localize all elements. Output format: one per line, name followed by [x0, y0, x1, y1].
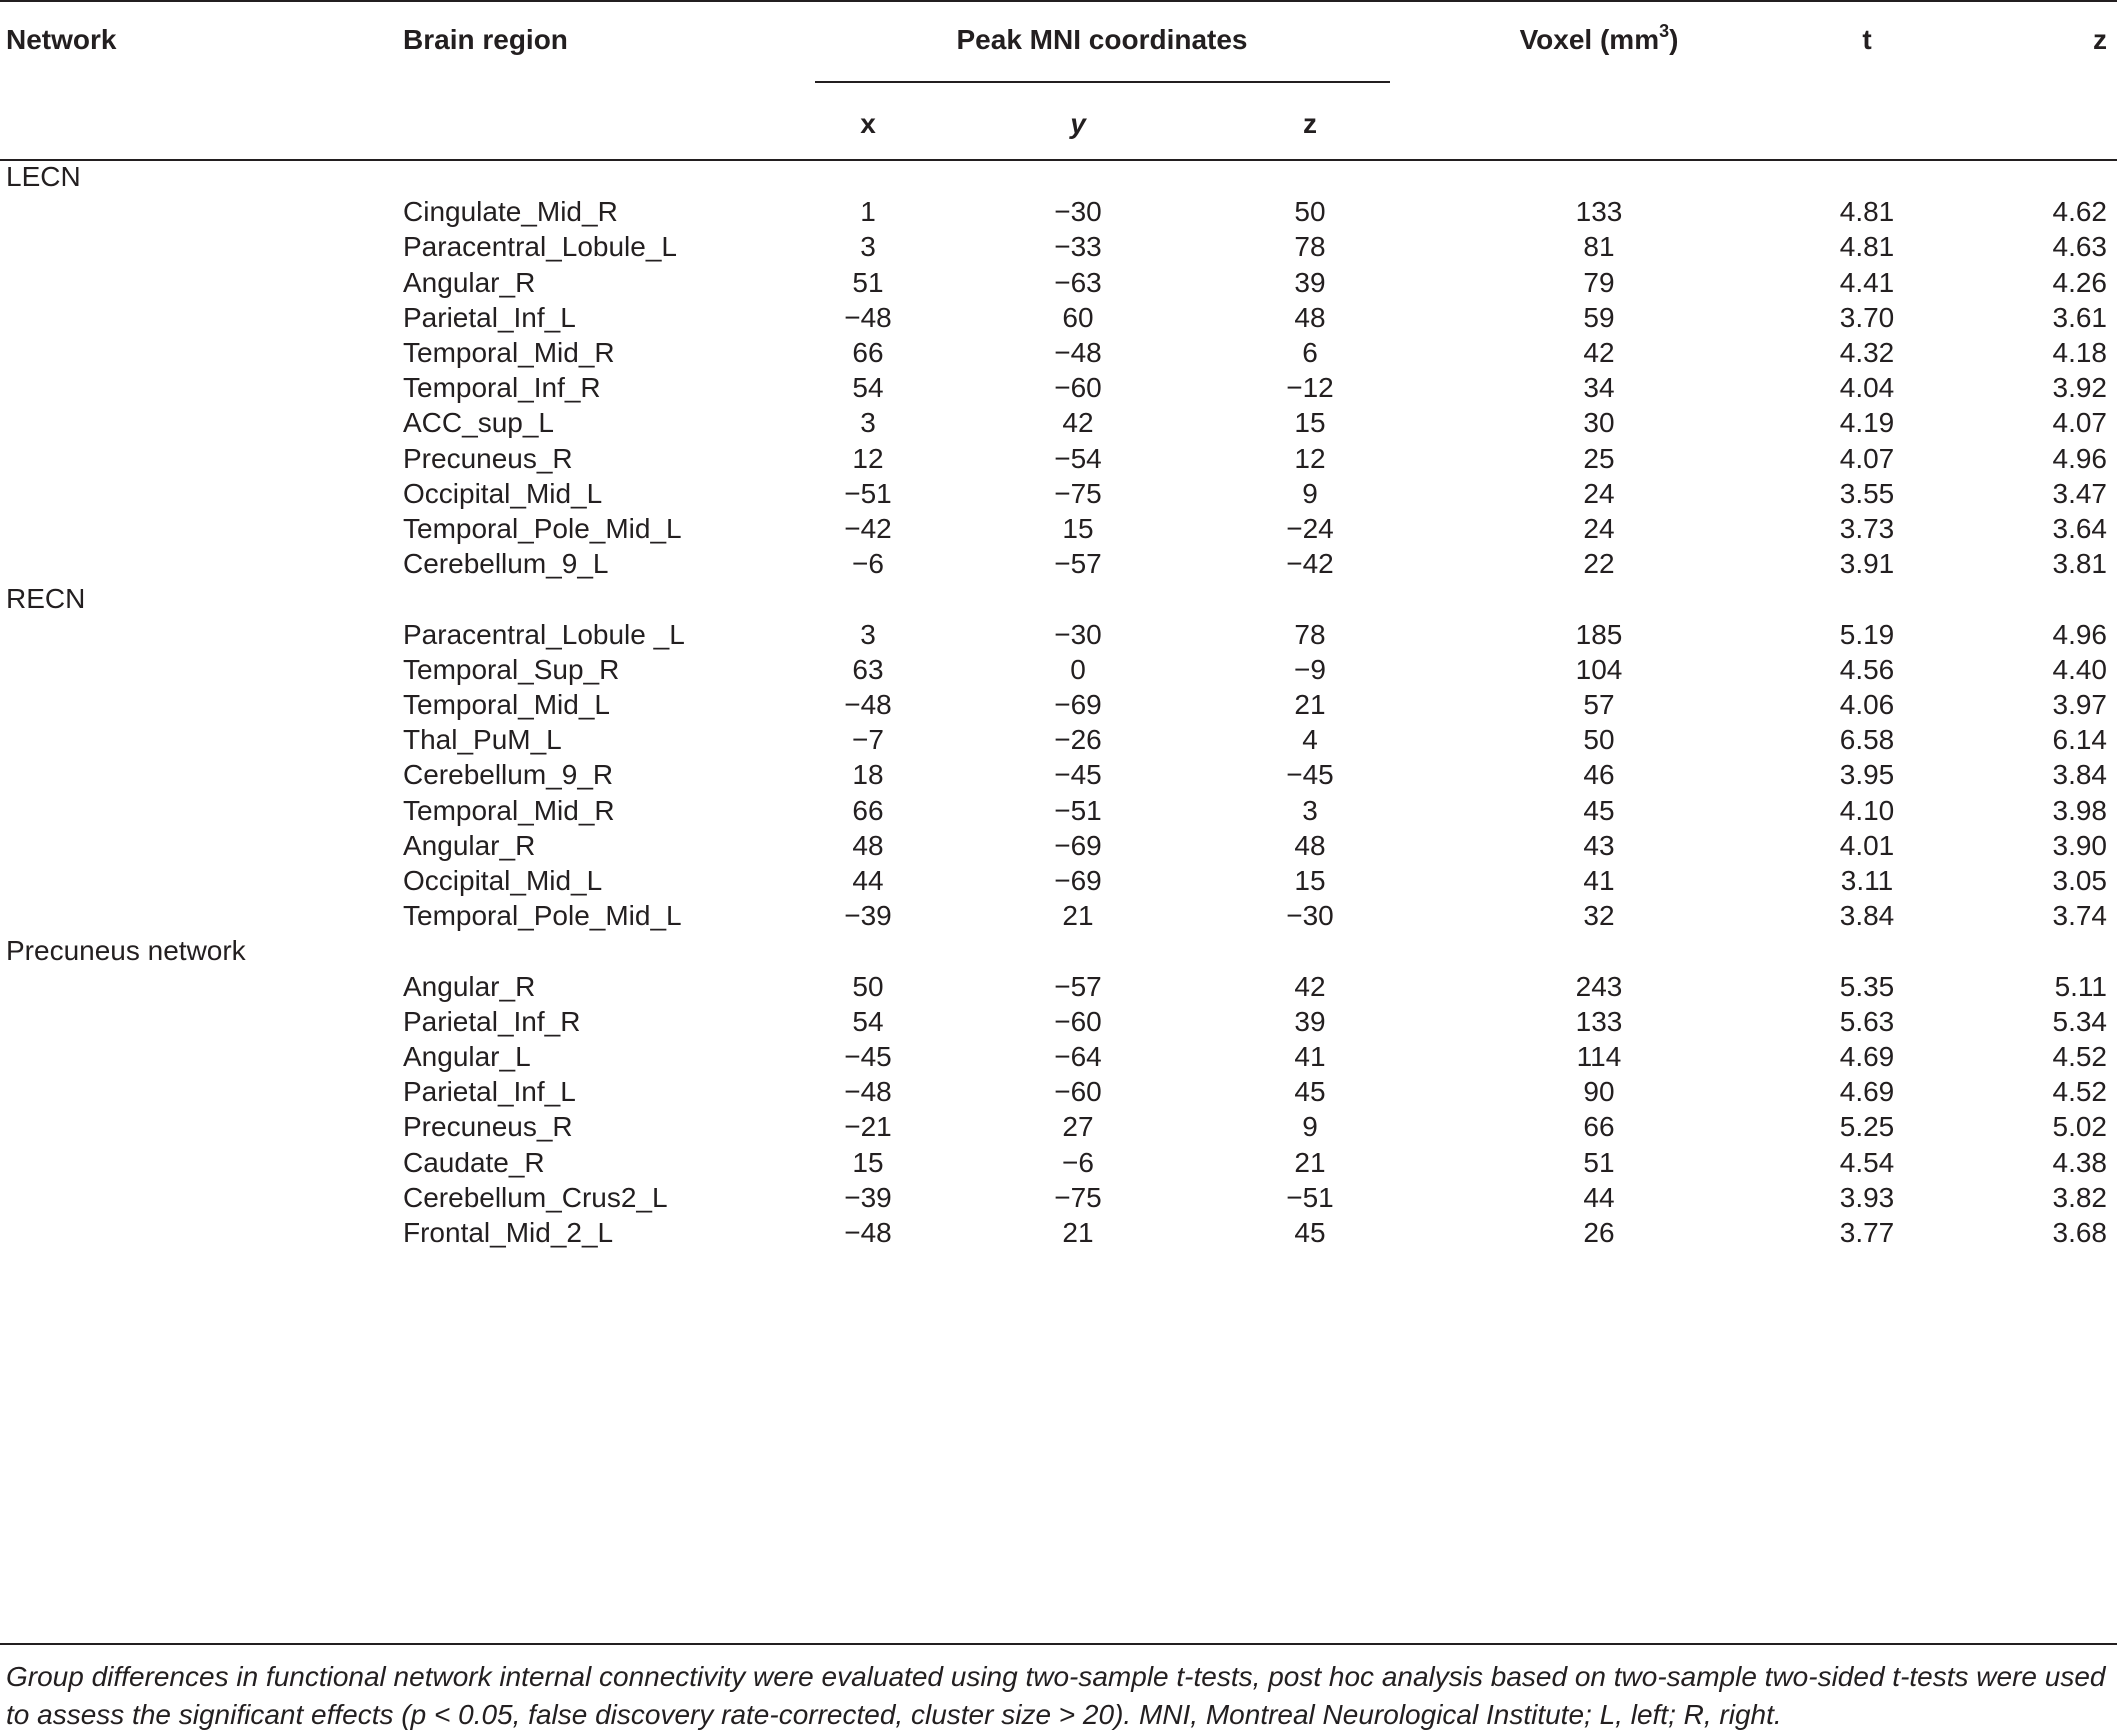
cell-t: 4.10: [1839, 795, 1895, 826]
cell-x: −45: [844, 1041, 892, 1072]
cell-y: −54: [1054, 443, 1102, 474]
cell-t: 3.91: [1839, 548, 1895, 579]
cell-voxel: 114: [1576, 1041, 1622, 1072]
cell-voxel: 50: [1583, 724, 1615, 755]
cell-y: −60: [1054, 1006, 1102, 1037]
cell-z: 50: [1294, 196, 1326, 227]
cell-x: −48: [844, 689, 892, 720]
table-bottom-rule: [0, 1643, 2117, 1645]
cell-z-score: 5.11: [2054, 971, 2107, 1002]
cell-voxel: 25: [1583, 443, 1615, 474]
cell-x: 54: [852, 1006, 884, 1037]
cell-t: 4.69: [1839, 1041, 1895, 1072]
cell-z-score: 4.62: [2052, 196, 2107, 227]
cell-voxel: 43: [1583, 830, 1615, 861]
cell-t: 6.58: [1839, 724, 1895, 755]
cell-y: 27: [1062, 1111, 1094, 1142]
cell-brain-region: Cerebellum_9_R: [403, 759, 614, 790]
cell-z-score: 3.61: [2052, 302, 2107, 333]
cell-z-score: 3.81: [2052, 548, 2107, 579]
cell-voxel: 104: [1575, 654, 1623, 685]
cell-x: −48: [844, 1217, 892, 1248]
cell-x: 3: [860, 407, 876, 438]
cell-voxel: 81: [1583, 231, 1615, 262]
cell-voxel: 34: [1583, 372, 1615, 403]
cell-x: 1: [860, 196, 876, 227]
cell-z: 21: [1294, 689, 1326, 720]
cell-y: −30: [1054, 196, 1102, 227]
cell-z: 15: [1294, 865, 1326, 896]
cell-voxel: 90: [1583, 1076, 1615, 1107]
cell-z-score: 4.63: [2052, 231, 2107, 262]
cell-x: 15: [852, 1147, 884, 1178]
cell-t: 4.04: [1839, 372, 1895, 403]
cell-y: 21: [1062, 1217, 1094, 1248]
cell-x: 66: [852, 795, 884, 826]
cell-z: −9: [1294, 654, 1326, 685]
cell-z-score: 3.74: [2052, 900, 2107, 931]
cell-y: 15: [1062, 513, 1094, 544]
cell-y: −51: [1054, 795, 1102, 826]
cell-t: 3.55: [1839, 478, 1895, 509]
header-voxel-text: Voxel (mm: [1519, 24, 1660, 55]
cell-x: −21: [844, 1111, 892, 1142]
cell-t: 4.06: [1839, 689, 1895, 720]
cell-z-score: 6.14: [2052, 724, 2107, 755]
cell-x: −42: [844, 513, 892, 544]
cell-t: 5.19: [1839, 619, 1895, 650]
cell-voxel: 24: [1583, 513, 1615, 544]
header-t: t: [1862, 24, 1872, 55]
cell-voxel: 30: [1583, 407, 1615, 438]
cell-z-score: 4.96: [2052, 443, 2107, 474]
subheader-z: z: [1303, 108, 1317, 139]
cell-t: 4.69: [1839, 1076, 1895, 1107]
subheader-x: x: [860, 108, 876, 139]
cell-brain-region: Thal_PuM_L: [403, 724, 562, 755]
cell-t: 4.01: [1839, 830, 1895, 861]
cell-z: 39: [1294, 267, 1326, 298]
cell-z: 48: [1294, 830, 1326, 861]
cell-t: 4.81: [1839, 196, 1895, 227]
cell-t: 3.95: [1839, 759, 1895, 790]
cell-y: 42: [1062, 407, 1094, 438]
cell-brain-region: Angular_R: [403, 830, 536, 861]
cell-z-score: 5.34: [2052, 1006, 2107, 1037]
cell-z-score: 3.47: [2052, 478, 2107, 509]
cell-x: 50: [852, 971, 884, 1002]
cell-brain-region: Temporal_Pole_Mid_L: [403, 900, 682, 931]
cell-brain-region: Frontal_Mid_2_L: [403, 1217, 614, 1248]
cell-brain-region: Occipital_Mid_L: [403, 865, 603, 896]
cell-brain-region: Cerebellum_Crus2_L: [403, 1182, 668, 1213]
cell-t: 3.70: [1839, 302, 1895, 333]
cell-t: 3.77: [1839, 1217, 1895, 1248]
header-voxel-sup: 3: [1659, 20, 1670, 41]
cell-brain-region: Temporal_Inf_R: [403, 372, 601, 403]
cell-z-score: 3.98: [2052, 795, 2107, 826]
cell-t: 4.19: [1839, 407, 1895, 438]
cell-voxel: 59: [1583, 302, 1615, 333]
cell-x: 63: [852, 654, 884, 685]
cell-x: 3: [860, 619, 876, 650]
cell-z-score: 3.05: [2052, 865, 2107, 896]
cell-z: −45: [1286, 759, 1334, 790]
table-top-rule: [0, 0, 2117, 2]
cell-z-score: 4.18: [2052, 337, 2107, 368]
cell-brain-region: Precuneus_R: [403, 1111, 573, 1142]
cell-brain-region: ACC_sup_L: [403, 407, 554, 438]
cell-brain-region: Paracentral_Lobule_L: [403, 231, 677, 262]
cell-brain-region: Temporal_Pole_Mid_L: [403, 513, 682, 544]
cell-t: 3.93: [1839, 1182, 1895, 1213]
header-voxel-close: ): [1669, 24, 1679, 55]
cell-z: −24: [1286, 513, 1334, 544]
cell-y: −64: [1054, 1041, 1102, 1072]
cell-t: 5.25: [1839, 1111, 1895, 1142]
header-z: z: [2093, 24, 2107, 55]
cell-brain-region: Cerebellum_9_L: [403, 548, 609, 579]
cell-z: −42: [1286, 548, 1334, 579]
cell-brain-region: Temporal_Mid_R: [403, 795, 615, 826]
header-network: Network: [6, 24, 117, 55]
cell-z-score: 4.96: [2052, 619, 2107, 650]
cell-y: 60: [1062, 302, 1094, 333]
cell-y: −69: [1054, 830, 1102, 861]
cell-z: 15: [1294, 407, 1326, 438]
cell-voxel: 26: [1583, 1217, 1615, 1248]
cell-x: −48: [844, 1076, 892, 1107]
cell-voxel: 66: [1583, 1111, 1615, 1142]
cell-voxel: 32: [1583, 900, 1615, 931]
cell-voxel: 22: [1583, 548, 1615, 579]
cell-t: 4.81: [1839, 231, 1895, 262]
cell-x: −6: [852, 548, 884, 579]
cell-z: −51: [1286, 1182, 1334, 1213]
cell-brain-region: Parietal_Inf_L: [403, 302, 576, 333]
cell-voxel: 79: [1583, 267, 1615, 298]
cell-brain-region: Temporal_Mid_L: [403, 689, 610, 720]
cell-z: 39: [1294, 1006, 1326, 1037]
cell-brain-region: Caudate_R: [403, 1147, 545, 1178]
cell-brain-region: Parietal_Inf_R: [403, 1006, 581, 1037]
cell-t: 4.32: [1839, 337, 1895, 368]
cell-y: 0: [1070, 654, 1086, 685]
cell-brain-region: Parietal_Inf_L: [403, 1076, 576, 1107]
cell-z: 9: [1302, 1111, 1318, 1142]
cell-y: −30: [1054, 619, 1102, 650]
cell-y: −75: [1054, 478, 1102, 509]
cell-z: 45: [1294, 1076, 1326, 1107]
cell-x: −51: [844, 478, 892, 509]
cell-voxel: 243: [1575, 971, 1623, 1002]
cell-brain-region: Angular_R: [403, 971, 536, 1002]
cell-t: 4.07: [1839, 443, 1895, 474]
network-group-label: LECN: [6, 161, 81, 192]
cell-z-score: 4.38: [2052, 1147, 2107, 1178]
cell-x: 51: [852, 267, 884, 298]
cell-y: −69: [1054, 865, 1102, 896]
cell-z: 78: [1294, 231, 1326, 262]
cell-x: 44: [852, 865, 884, 896]
cell-voxel: 24: [1583, 478, 1615, 509]
cell-z: 4: [1302, 724, 1318, 755]
cell-z-score: 3.68: [2052, 1217, 2107, 1248]
cell-x: 66: [852, 337, 884, 368]
cell-z-score: 4.52: [2052, 1041, 2107, 1072]
cell-voxel: 42: [1583, 337, 1615, 368]
cell-t: 5.63: [1839, 1006, 1895, 1037]
cell-z: 21: [1294, 1147, 1326, 1178]
header-brain-region: Brain region: [403, 24, 568, 55]
cell-z: −30: [1286, 900, 1334, 931]
cell-y: −60: [1054, 372, 1102, 403]
cell-z-score: 3.84: [2052, 759, 2107, 790]
cell-voxel: 133: [1575, 1006, 1623, 1037]
cell-z-score: 3.97: [2052, 689, 2107, 720]
cell-brain-region: Angular_R: [403, 267, 536, 298]
cell-y: −69: [1054, 689, 1102, 720]
cell-brain-region: Angular_L: [403, 1041, 531, 1072]
cell-t: 4.56: [1839, 654, 1895, 685]
cell-x: 12: [852, 443, 884, 474]
header-peak-mni: Peak MNI coordinates: [956, 24, 1248, 55]
network-group-label: Precuneus network: [6, 935, 246, 966]
cell-voxel: 44: [1583, 1182, 1615, 1213]
cell-x: −39: [844, 900, 892, 931]
cell-z: 42: [1294, 971, 1326, 1002]
cell-y: −63: [1054, 267, 1102, 298]
cell-x: 18: [852, 759, 884, 790]
cell-z-score: 4.26: [2052, 267, 2107, 298]
cell-x: −48: [844, 302, 892, 333]
cell-x: 48: [852, 830, 884, 861]
cell-brain-region: Precuneus_R: [403, 443, 573, 474]
cell-z: −12: [1286, 372, 1334, 403]
cell-z-score: 4.52: [2052, 1076, 2107, 1107]
cell-y: −6: [1062, 1147, 1094, 1178]
cell-z-score: 3.82: [2052, 1182, 2107, 1213]
cell-z-score: 3.64: [2052, 513, 2107, 544]
cell-z: 3: [1302, 795, 1318, 826]
cell-z: 6: [1302, 337, 1318, 368]
network-group-label: RECN: [6, 583, 86, 614]
cell-brain-region: Cingulate_Mid_R: [403, 196, 618, 227]
cell-t: 5.35: [1839, 971, 1895, 1002]
cell-y: −26: [1054, 724, 1102, 755]
cell-x: 3: [860, 231, 876, 262]
cell-voxel: 57: [1583, 689, 1615, 720]
cell-brain-region: Occipital_Mid_L: [403, 478, 603, 509]
cell-z: 41: [1294, 1041, 1326, 1072]
cell-x: −39: [844, 1182, 892, 1213]
cell-z: 45: [1294, 1217, 1326, 1248]
cell-brain-region: Paracentral_Lobule _L: [403, 619, 685, 650]
cell-voxel: 133: [1575, 196, 1623, 227]
cell-y: 21: [1062, 900, 1094, 931]
cell-z: 48: [1294, 302, 1326, 333]
cell-y: −57: [1054, 971, 1102, 1002]
table-footnote: Group differences in functional network internal connectivity were evaluated using two-sample t-tests, post hoc analysis based on two-sample two-sided t-tests were used to assess the significant effects (p < 0.05, false discovery rate-corrected, cluster size > 20). MNI, Montreal Neurological Institute; L, left; R, right.: [6, 1661, 2106, 1730]
cell-z-score: 3.90: [2052, 830, 2107, 861]
cell-z-score: 5.02: [2052, 1111, 2107, 1142]
cell-y: −75: [1054, 1182, 1102, 1213]
cell-y: −60: [1054, 1076, 1102, 1107]
subheader-y: y: [1070, 108, 1086, 139]
cell-z: 78: [1294, 619, 1326, 650]
cell-voxel: 51: [1583, 1147, 1615, 1178]
cell-voxel: 46: [1583, 759, 1615, 790]
cell-voxel: 45: [1583, 795, 1615, 826]
cell-z-score: 4.40: [2052, 654, 2107, 685]
cell-voxel: 41: [1583, 865, 1615, 896]
cell-x: −7: [852, 724, 884, 755]
cell-t: 4.54: [1839, 1147, 1895, 1178]
cell-y: −33: [1054, 231, 1102, 262]
header-voxel: [1519, 20, 1679, 56]
cell-t: 3.84: [1839, 900, 1895, 931]
cell-voxel: 185: [1575, 619, 1623, 650]
cell-y: −57: [1054, 548, 1102, 579]
cell-t: 3.11: [1840, 865, 1894, 896]
cell-brain-region: Temporal_Sup_R: [403, 654, 620, 685]
cell-y: −45: [1054, 759, 1102, 790]
cell-y: −48: [1054, 337, 1102, 368]
cell-x: 54: [852, 372, 884, 403]
cell-z-score: 3.92: [2052, 372, 2107, 403]
cell-t: 4.41: [1839, 267, 1895, 298]
header-bottom-rule: [0, 159, 2117, 161]
cell-z-score: 4.07: [2052, 407, 2107, 438]
cell-t: 3.73: [1839, 513, 1895, 544]
cell-brain-region: Temporal_Mid_R: [403, 337, 615, 368]
peak-mni-subrule: [815, 81, 1390, 83]
cell-z: 12: [1294, 443, 1326, 474]
cell-z: 9: [1302, 478, 1318, 509]
